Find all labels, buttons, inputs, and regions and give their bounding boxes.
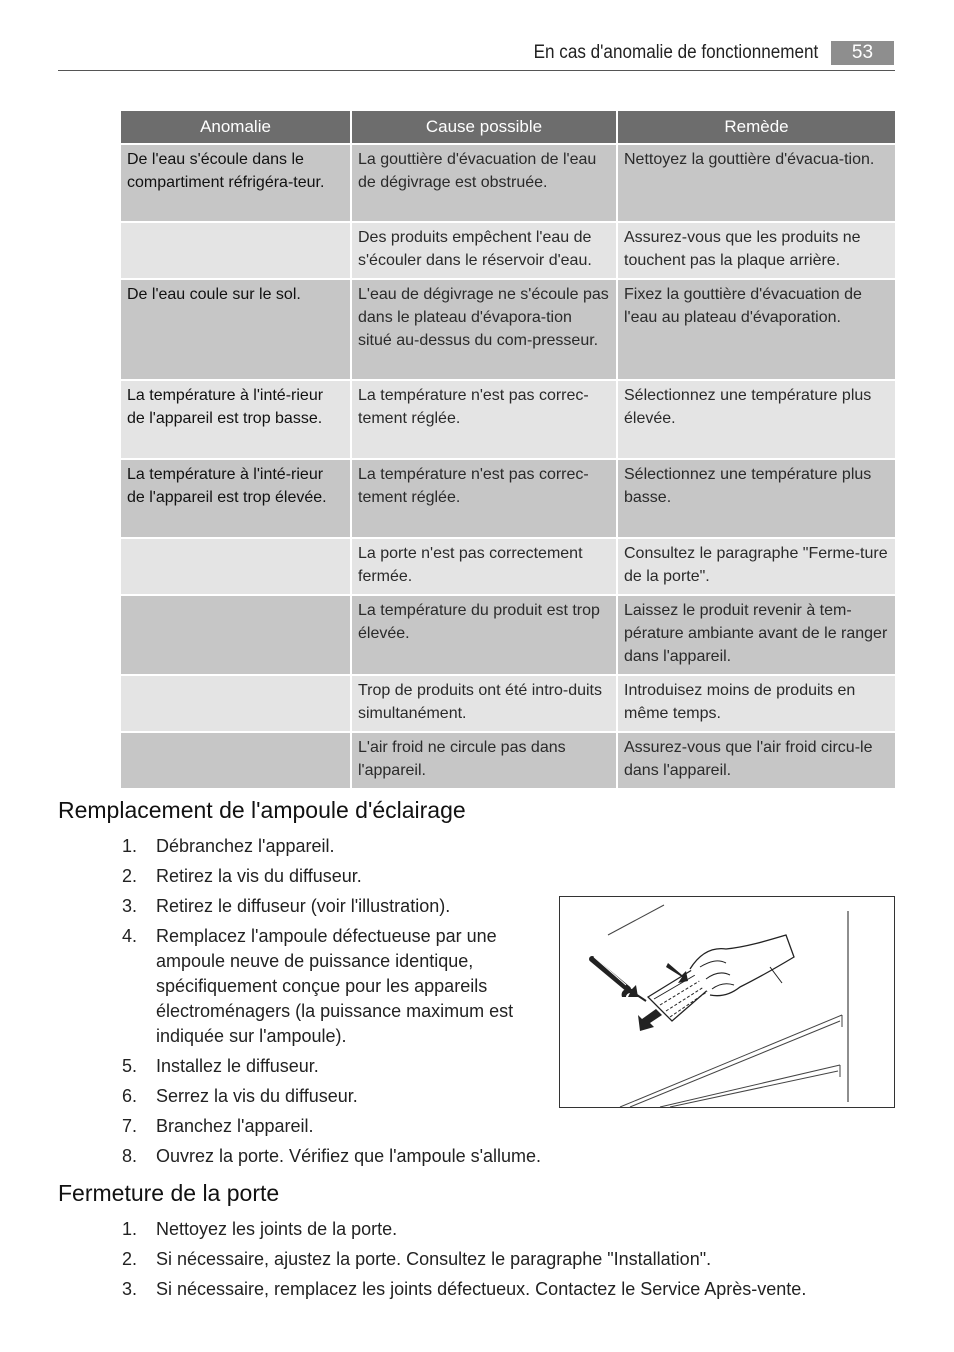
illustration-drawing [560, 897, 894, 1107]
section-title-lamp-replacement: Remplacement de l'ampoule d'éclairage [58, 797, 466, 823]
step-text: Nettoyez les joints de la porte. [156, 1219, 398, 1239]
cell-anomalie [121, 223, 352, 280]
step-number: 1. [122, 836, 138, 856]
step-number: 3. [122, 1279, 138, 1299]
cell-cause: La température n'est pas correc-tement réglée. [352, 460, 618, 539]
running-header: En cas d'anomalie de fonctionnement [533, 42, 818, 63]
step-text: Serrez la vis du diffuseur. [156, 1086, 358, 1106]
list-item [58, 1084, 541, 1109]
list-item [58, 1054, 541, 1079]
cell-cause: Trop de produits ont été intro-duits simultanément. [352, 676, 618, 733]
table-row [121, 223, 895, 280]
step-number: 2. [122, 866, 138, 886]
list-item [58, 834, 541, 859]
cell-remede: Laissez le produit revenir à tem-pérature ambiante avant de le ranger dans l'appareil. [618, 596, 895, 676]
step-text: Si nécessaire, ajustez la porte. Consultez le paragraphe "Installation". [156, 1249, 712, 1269]
arrow-down-left-icon [638, 1009, 662, 1031]
step-text: Branchez l'appareil. [156, 1116, 314, 1136]
cell-remede: Nettoyez la gouttière d'évacua-tion. [618, 145, 895, 223]
table-header-row [121, 111, 895, 145]
step-number: 6. [122, 1086, 138, 1106]
cell-cause: La porte n'est pas correctement fermée. [352, 539, 618, 596]
column-header-anomalie: Anomalie [121, 111, 352, 145]
cell-cause: La gouttière d'évacuation de l'eau de dégivrage est obstruée. [352, 145, 618, 223]
table-row [121, 280, 895, 381]
cell-anomalie [121, 733, 352, 790]
step-text: Retirez le diffuseur (voir l'illustration). [156, 896, 451, 916]
lamp-diffuser-removal-illustration [559, 896, 895, 1108]
header-divider [58, 70, 895, 71]
step-number: 3. [122, 896, 138, 916]
cell-remede: Sélectionnez une température plus élevée. [618, 381, 895, 460]
list-item [58, 1247, 806, 1272]
screwdriver-icon [592, 957, 646, 1001]
list-item [58, 924, 526, 1049]
cell-remede: Fixez la gouttière d'évacuation de l'eau au plateau d'évaporation. [618, 280, 895, 381]
step-text: Installez le diffuseur. [156, 1056, 319, 1076]
column-header-remede: Remède [618, 111, 895, 145]
step-number: 8. [122, 1146, 138, 1166]
list-item [58, 1277, 806, 1302]
table-row [121, 539, 895, 596]
step-number: 5. [122, 1056, 138, 1076]
table-row [121, 596, 895, 676]
cell-cause: L'air froid ne circule pas dans l'appareil. [352, 733, 618, 790]
cell-anomalie: De l'eau s'écoule dans le compartiment réfrigéra-teur. [121, 145, 352, 223]
cell-anomalie: La température à l'inté-rieur de l'appareil est trop élevée. [121, 460, 352, 539]
section-title-door-closing: Fermeture de la porte [58, 1180, 280, 1206]
cell-remede: Consultez le paragraphe "Ferme-ture de la porte". [618, 539, 895, 596]
troubleshooting-table [121, 111, 895, 790]
door-closing-steps [58, 1217, 806, 1307]
cell-cause: L'eau de dégivrage ne s'écoule pas dans le plateau d'évapora-tion situé au-dessus du com-presseur. [352, 280, 618, 381]
cell-remede: Introduisez moins de produits en même temps. [618, 676, 895, 733]
step-text: Retirez la vis du diffuseur. [156, 866, 362, 886]
table-row [121, 460, 895, 539]
hand-icon [690, 935, 794, 996]
list-item [58, 1144, 541, 1169]
cell-remede: Assurez-vous que les produits ne touchent pas la plaque arrière. [618, 223, 895, 280]
list-item [58, 1217, 806, 1242]
cell-remede: Sélectionnez une température plus basse. [618, 460, 895, 539]
step-number: 7. [122, 1116, 138, 1136]
table-row [121, 381, 895, 460]
cell-anomalie: La température à l'inté-rieur de l'appareil est trop basse. [121, 381, 352, 460]
step-number: 4. [122, 926, 138, 946]
cell-remede: Assurez-vous que l'air froid circu-le dans l'appareil. [618, 733, 895, 790]
cell-anomalie [121, 539, 352, 596]
step-text: Débranchez l'appareil. [156, 836, 335, 856]
cell-anomalie [121, 596, 352, 676]
step-number: 2. [122, 1249, 138, 1269]
list-item [58, 1114, 541, 1139]
step-text: Si nécessaire, remplacez les joints défectueux. Contactez le Service Après-vente. [156, 1279, 807, 1299]
page-number: 53 [831, 41, 894, 65]
step-number: 1. [122, 1219, 138, 1239]
cell-cause: La température n'est pas correc-tement réglée. [352, 381, 618, 460]
cell-cause: La température du produit est trop élevée. [352, 596, 618, 676]
step-text: Ouvrez la porte. Vérifiez que l'ampoule s'allume. [156, 1146, 542, 1166]
table-row [121, 145, 895, 223]
step-text: Remplacez l'ampoule défectueuse par une ampoule neuve de puissance identique, spécifiquement conçue pour les appareils électroménagers (la puissance maximum est indiquée sur l'ampoule). [156, 926, 514, 1046]
column-header-cause: Cause possible [352, 111, 618, 145]
lamp-replacement-steps [58, 834, 541, 1174]
cell-anomalie [121, 676, 352, 733]
table-row [121, 733, 895, 790]
table-row [121, 676, 895, 733]
cell-anomalie: De l'eau coule sur le sol. [121, 280, 352, 381]
list-item [58, 864, 541, 889]
list-item [58, 894, 541, 919]
cell-cause: Des produits empêchent l'eau de s'écouler dans le réservoir d'eau. [352, 223, 618, 280]
